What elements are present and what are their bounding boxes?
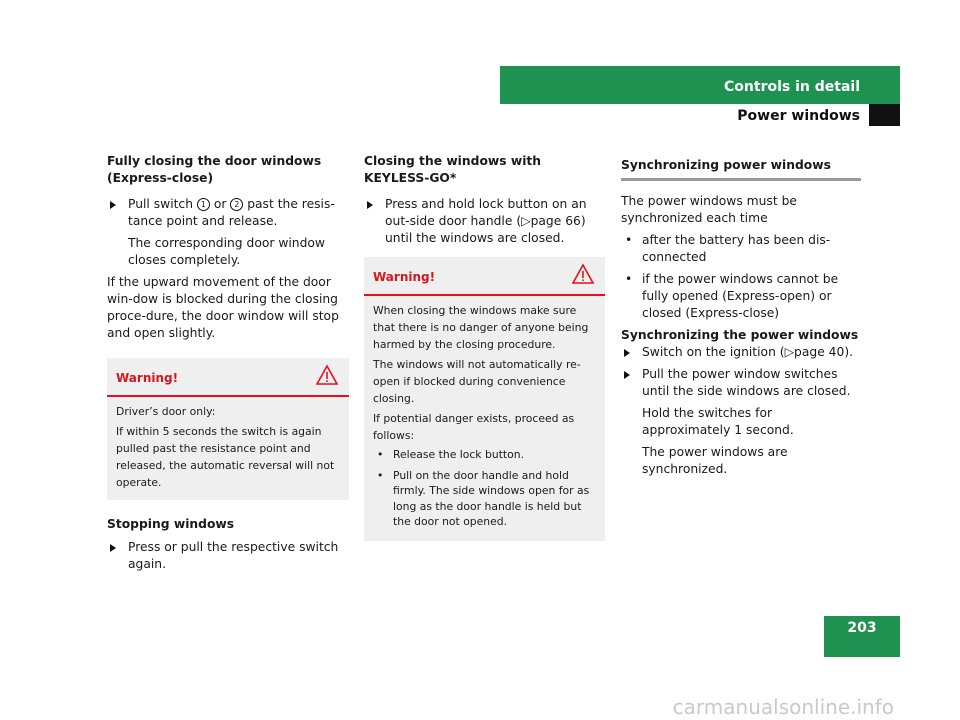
step-arrow-icon (110, 544, 116, 552)
warning-text: When closing the windows make sure that there is no danger of anyone being harmed by the closing procedure. (373, 304, 589, 351)
warning-text: If within 5 seconds the switch is again pulled past the resistance point and released, the automatic reversal will not operate. (116, 425, 335, 489)
warning-title: Warning! (116, 371, 179, 385)
warning-title: Warning! (373, 270, 436, 284)
section-title: Controls in detail (724, 79, 860, 95)
warning-text: The windows will not automatically re-open if blocked during convenience closing. (373, 358, 581, 405)
warning-icon (315, 364, 339, 386)
warning-box (364, 257, 605, 541)
column-1 (107, 153, 349, 578)
column-3 (621, 153, 861, 483)
switch-2-icon: 2 (230, 198, 243, 211)
warning-box (107, 358, 349, 500)
step-arrow-icon (367, 201, 373, 209)
watermark: carmanualsonline.info (672, 695, 894, 719)
step-arrow-icon (624, 349, 630, 357)
list-item: • after the battery has been dis-connected (625, 233, 831, 264)
instruction-step: Press or pull the respective switch again. (107, 539, 349, 573)
heading-synchronizing-steps: Synchronizing the power windows (621, 328, 859, 342)
page-number: 203 (847, 620, 877, 636)
subsection-title: Power windows (737, 108, 860, 124)
instruction-step: Switch on the ignition (▷page 40). (621, 344, 861, 361)
warning-text: If potential danger exists, proceed as follows: (373, 412, 575, 442)
warning-icon (571, 263, 595, 285)
column-2 (364, 153, 605, 551)
instruction-step: Pull switch 1 or 2 past the resis- tance point and release. (107, 196, 349, 230)
step-arrow-icon (624, 371, 630, 379)
step-note: The power windows are synchronized. (642, 445, 788, 476)
switch-1-icon: 1 (197, 198, 210, 211)
heading-synchronizing: Synchronizing power windows (621, 158, 831, 172)
heading-express-close: Fully closing the door windows (Express-close) (107, 154, 322, 185)
warning-bullet: • Pull on the door handle and hold firmly. The side windows open for as long as the door handle is held but the door not opened. (377, 468, 590, 528)
page-number-box (824, 616, 900, 657)
paragraph: The power windows must be synchronized each time (621, 194, 797, 225)
page-ref-icon: ▷ (784, 345, 795, 359)
header-marker (869, 104, 900, 126)
step-note: Hold the switches for approximately 1 second. (642, 406, 794, 437)
list-item: • if the power windows cannot be fully opened (Express-open) or closed (Express-close) (625, 272, 839, 320)
paragraph: If the upward movement of the door win-dow is blocked during the closing proce-dure, the door window will stop and open slightly. (107, 275, 339, 340)
heading-keyless-go: Closing the windows with KEYLESS-GO* (364, 154, 542, 185)
section-header-bar (500, 66, 900, 104)
page-ref-icon: ▷ (521, 214, 531, 228)
heading-rule (621, 178, 861, 181)
warning-text: Driver’s door only: (116, 405, 216, 418)
instruction-step: Press and hold lock button on an out-side door handle (▷page 66) until the windows are closed. (364, 196, 605, 247)
step-arrow-icon (110, 201, 116, 209)
instruction-step: Pull the power window switches until the side windows are closed. (621, 366, 861, 400)
warning-bullet: • Release the lock button. (377, 448, 525, 461)
step-note: The corresponding door window closes completely. (128, 236, 325, 267)
heading-stopping-windows: Stopping windows (107, 517, 235, 531)
